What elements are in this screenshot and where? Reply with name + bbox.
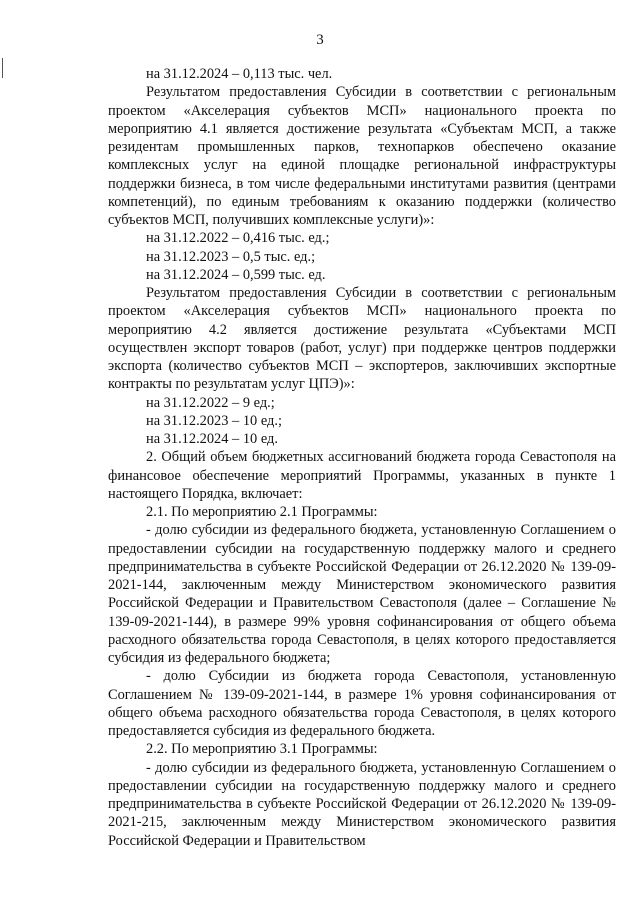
text-line: на 31.12.2022 – 9 ед.; [146,394,275,411]
text-line: на 31.12.2024 – 10 ед. [146,431,278,447]
paragraph: Результатом предоставления Субсидии в соответствии с региональным проектом «Акселерация субъектов МСП» национального проекта по мероприятию 4.2 является достижение результата «Субъектами МСП осуществлен экспорт товаров (работ, услуг) при поддержке центров поддержки экспорта (количество субъектов МСП – экспортеров, заключивших экспортные контракты по результатам услуг ЦПЭ)»: [108,285,616,393]
text-line: 2.2. По мероприятию 3.1 Программы: [146,741,378,758]
paragraph: - долю Субсидии из бюджета города Севастополя, установленную Соглашением № 139-09-2021-144, в размере 1% уровня софинансирования от общего объема расходного обязательства города Севастополя, в целях которого предоставляется субсидия из федерального бюджета. [108,668,616,739]
paragraph: 2. Общий объем бюджетных ассигнований бюджета города Севастополя на финансовое обеспечение мероприятий Программы, указанных в пункте 1 настоящего Порядка, включает: [108,449,616,502]
text-line: на 31.12.2024 – 0,599 тыс. ед. [146,266,326,283]
paragraph: - долю субсидии из федерального бюджета, установленную Соглашением о предоставлении субсидии на государственную поддержку малого и среднего предпринимательства в субъекте Российской Федерации от 26.12.2020 № 139-09-2021-144, заключенным между Министерством экономического развития Российской Федерации и Правительством Севастополя (далее – Соглашение № 139-09-2021-144), в размере 99% уровня софинансирования от общего объема расходного обязательства города Севастополя, в целях которого предоставляется субсидия из федерального бюджета; [108,522,616,666]
text-line: на 31.12.2023 – 10 ед.; [146,412,282,429]
text-line: на 31.12.2024 – 0,113 тыс. чел. [146,66,333,82]
text-line: 2.1. По мероприятию 2.1 Программы: [146,504,378,520]
paragraph: Результатом предоставления Субсидии в соответствии с региональным проектом «Акселерация субъектов МСП» национального проекта по мероприятию 4.1 является достижение результата «Субъектам МСП, а также резидентам промышленных парков, технопарков обеспечено оказание комплексных услуг на единой площадке региональной инфраструктуры поддержки бизнеса, в том числе федеральными институтами развития (центрами компетенций), по единым требованиям к оказанию поддержки (количество субъектов МСП, получивших комплексные услуги)»: [108,84,616,228]
page-number: 3 [316,32,324,48]
text-line: на 31.12.2022 – 0,416 тыс. ед.; [146,230,330,247]
paragraph: - долю субсидии из федерального бюджета, установленную Соглашением о предоставлении субсидии на государственную поддержку малого и среднего предпринимательства в субъекте Российской Федерации от 26.12.2020 № 139-09-2021-215, заключенным между Министерством экономического развития Российской Федерации и Правительством [108,759,616,849]
margin-mark [2,58,3,78]
document-body [108,65,616,850]
text-line: на 31.12.2023 – 0,5 тыс. ед.; [146,248,316,265]
